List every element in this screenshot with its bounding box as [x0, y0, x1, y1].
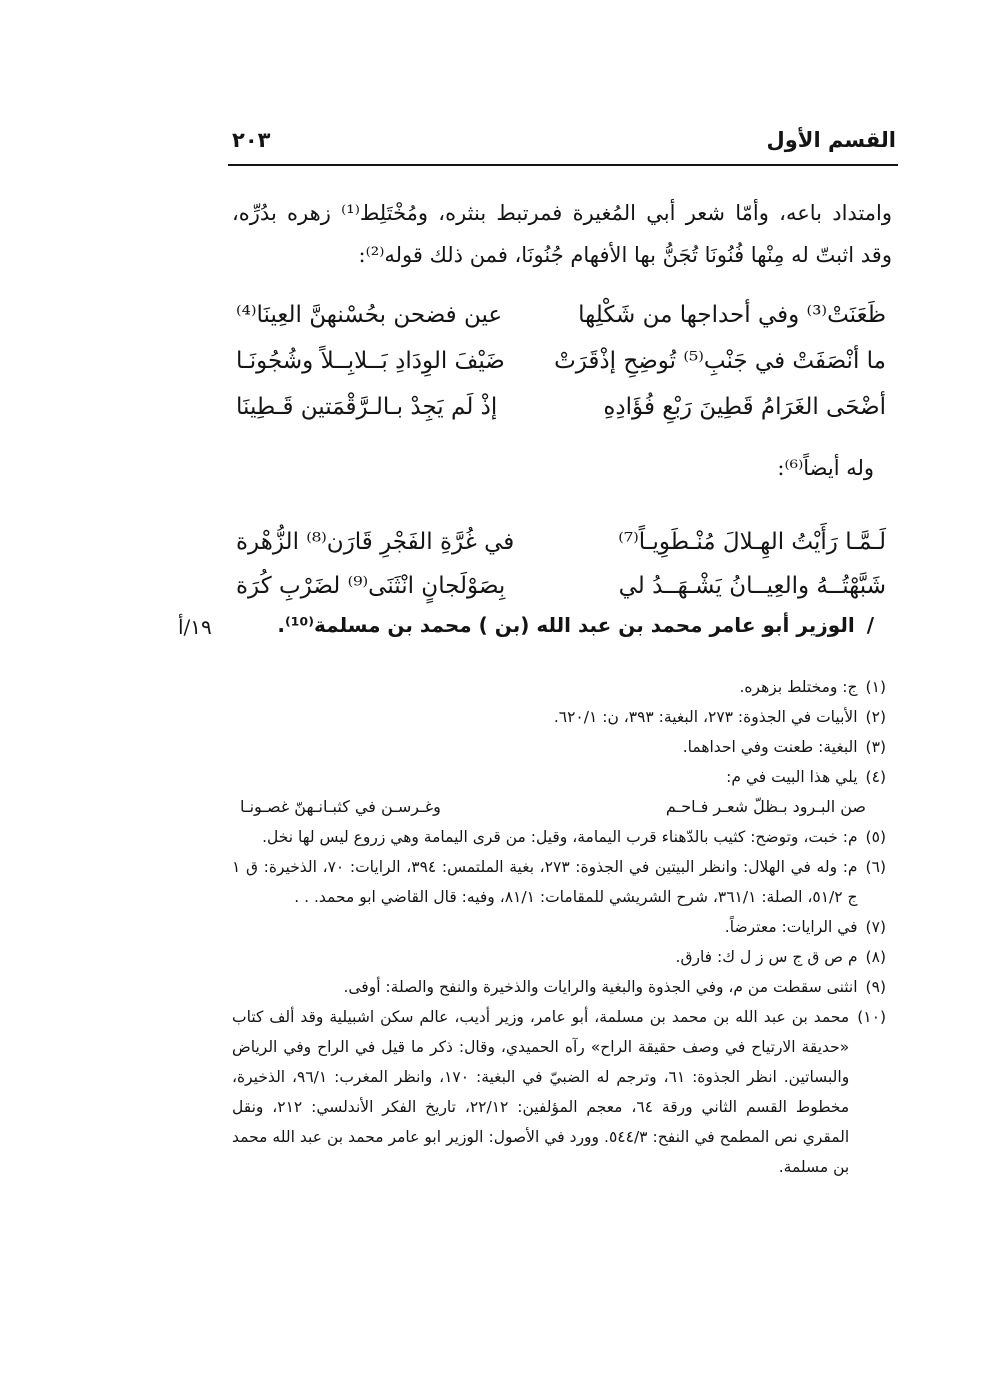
footnote: [232, 822, 886, 852]
verse-ajuz: بِصَوْلَجانٍ انْثَنَى⁽⁹⁾ لضَرْبِ كُرَة: [236, 573, 506, 599]
footnote-text: البغية: طعنت وفي احداهما.: [682, 738, 858, 756]
footnote: [232, 972, 886, 1002]
footnote: [232, 942, 886, 972]
footnote: [232, 912, 886, 942]
verse-ajuz: إذْ لَم يَجِدْ بـالـرَّقْمَتين قَـطِينَا: [236, 394, 498, 420]
footnote-number: (١٠): [857, 1008, 886, 1026]
verse-ajuz: ضَيْفَ الوِدَادِ بَــلابِــلاً وشُجُونَـا: [236, 348, 505, 374]
footnote: [232, 852, 886, 912]
poem-2: [236, 520, 886, 608]
footnote-text: محمد بن عبد الله بن محمد بن مسلمة، أبو عامر، وزير أديب، عالم سكن اشبيلية وقد ألف كتاب «حديقة الارتياح في وصف حقيقة الراح» رآه الحميدي، وقال: ذكر ما قيل في الراح وفي الرياض والبساتين. انظر الجذوة: ٦١، وترجم له الضبيّ في البغية: ١٧٠، وانظر المغرب: ٩٦/١، الذخيرة، مخطوط القسم الثاني ورقة ٦٤، معجم المؤلفين: ٢٢/١٢، تاريخ الفكر الأندلسي: ٢١٢، ونقل المقري نص المطمح في النفح: ٥٤٤/٣. وورد في الأصول: الوزير ابو عامر محمد بن عبد الله محمد بن مسلمة.: [232, 1008, 850, 1176]
verse-sadr: أضْحَى الغَرَامُ قَطِينَ رَبْعِ فُؤَادِهِ: [603, 394, 886, 420]
verse-line: [236, 292, 886, 338]
footnote-text: انثنى سقطت من م، وفي الجذوة والبغية والرايات والذخيرة والنفح والصلة: أوفى.: [343, 978, 858, 996]
intro-paragraph: وامتداد باعه، وأمّا شعر أبي المُغيرة فمرتبط بنثره، ومُخْتَلِط⁽¹⁾ زهره بدُرِّه، وقد اثبتّ له مِنْها فُنُونَا تُجَنُّ بها الأفهام جُنُونَا، فمن ذلك قوله⁽²⁾:: [232, 201, 893, 267]
verse-ajuz: في غُرَّةِ الفَجْرِ قَارَن⁽⁸⁾ الزُّهْرة: [236, 529, 515, 555]
footnote-number: (٦): [865, 858, 886, 876]
footnote-text: في الرايات: معترضاً.: [724, 918, 858, 936]
footnote: [232, 1002, 886, 1182]
footnote-number: (٣): [865, 738, 886, 756]
footnote-number: (١): [865, 678, 886, 696]
footnote-text: يلي هذا البيت في م:: [726, 768, 858, 786]
footnote: [232, 672, 886, 702]
poem-1: [236, 292, 886, 430]
attribution-text: الوزير أبو عامر محمد بن عبد الله (بن ) محمد بن مسلمة⁽¹⁰⁾.: [277, 613, 855, 637]
verse-line: [236, 338, 886, 384]
folio-divider: /: [866, 613, 874, 637]
poem-2-intro: وله أيضاً⁽⁶⁾:: [777, 456, 874, 480]
verse-ajuz: وغـرسـن في كثبـانـهنّ غصـونـا: [240, 797, 441, 816]
footnote-text: الأبيات في الجذوة: ٢٧٣، البغية: ٣٩٣، ن: ٦٢٠/١.: [553, 708, 858, 726]
running-header: [232, 128, 896, 158]
footnote-text: م ص ق ج س ز ل ك: فارق.: [675, 948, 858, 966]
header-rule: [228, 164, 898, 166]
footnote-verse: [232, 792, 886, 822]
verse-sadr: لَـمَّـا رَأَيْتُ الهِـلالَ مُنْـطَوِيـاً⁽⁷⁾: [618, 529, 886, 555]
page-number: ٢٠٣: [232, 128, 271, 152]
footnote-text: م: وله في الهلال: وانظر البيتين في الجذوة: ٢٧٣، بغية الملتمس: ٣٩٤، الرايات: ٧٠، الذخيرة: ق ١ ج ٥١/٢، الصلة: ٣٦١/١، شرح الشريشي للمقامات: ٨١/١، وفيه: قال القاضي ابو محمد. . .: [232, 858, 858, 906]
footnote-number: (٢): [865, 708, 886, 726]
footnote-text: ج: ومختلط بزهره.: [739, 678, 858, 696]
footnote: [232, 732, 886, 762]
footnotes: [232, 672, 886, 1182]
footnote-number: (٤): [865, 768, 886, 786]
footnote-number: (٩): [865, 978, 886, 996]
verse-ajuz: عين فضحن بحُسْنهنَّ العِينَا⁽⁴⁾: [236, 302, 503, 328]
verse-sadr: ظَعَنَتْ⁽³⁾ وفي أحداجها من شَكْلِها: [578, 302, 886, 328]
section-title: القسم الأول: [766, 128, 896, 152]
footnote: [232, 762, 886, 792]
verse-sadr: ما أنْصَفَتْ في جَنْبِ⁽⁵⁾ تُوضِحِ إذْقَرَتْ: [554, 348, 886, 374]
verse-line: [236, 384, 886, 430]
verse-sadr: صن البـرود بـظلّ شعـر فـاحـم: [665, 797, 866, 816]
footnote-number: (٥): [865, 828, 886, 846]
verse-line: [236, 564, 886, 608]
footnote-text: م: خبت، وتوضح: كثيب بالدّهناء قرب اليمامة، وقيل: من قرى اليمامة وهي زروع ليس لها نخل.: [262, 828, 858, 846]
footnote: [232, 702, 886, 732]
verse-line: [236, 520, 886, 564]
section-heading: [277, 613, 874, 637]
footnote-number: (٧): [865, 918, 886, 936]
verse-sadr: شَبَّهْتُــهُ والعِيــانُ يَشْـهَــدُ لي: [618, 573, 886, 599]
folio-marker: ١٩/أ: [178, 615, 212, 639]
footnote-number: (٨): [865, 948, 886, 966]
